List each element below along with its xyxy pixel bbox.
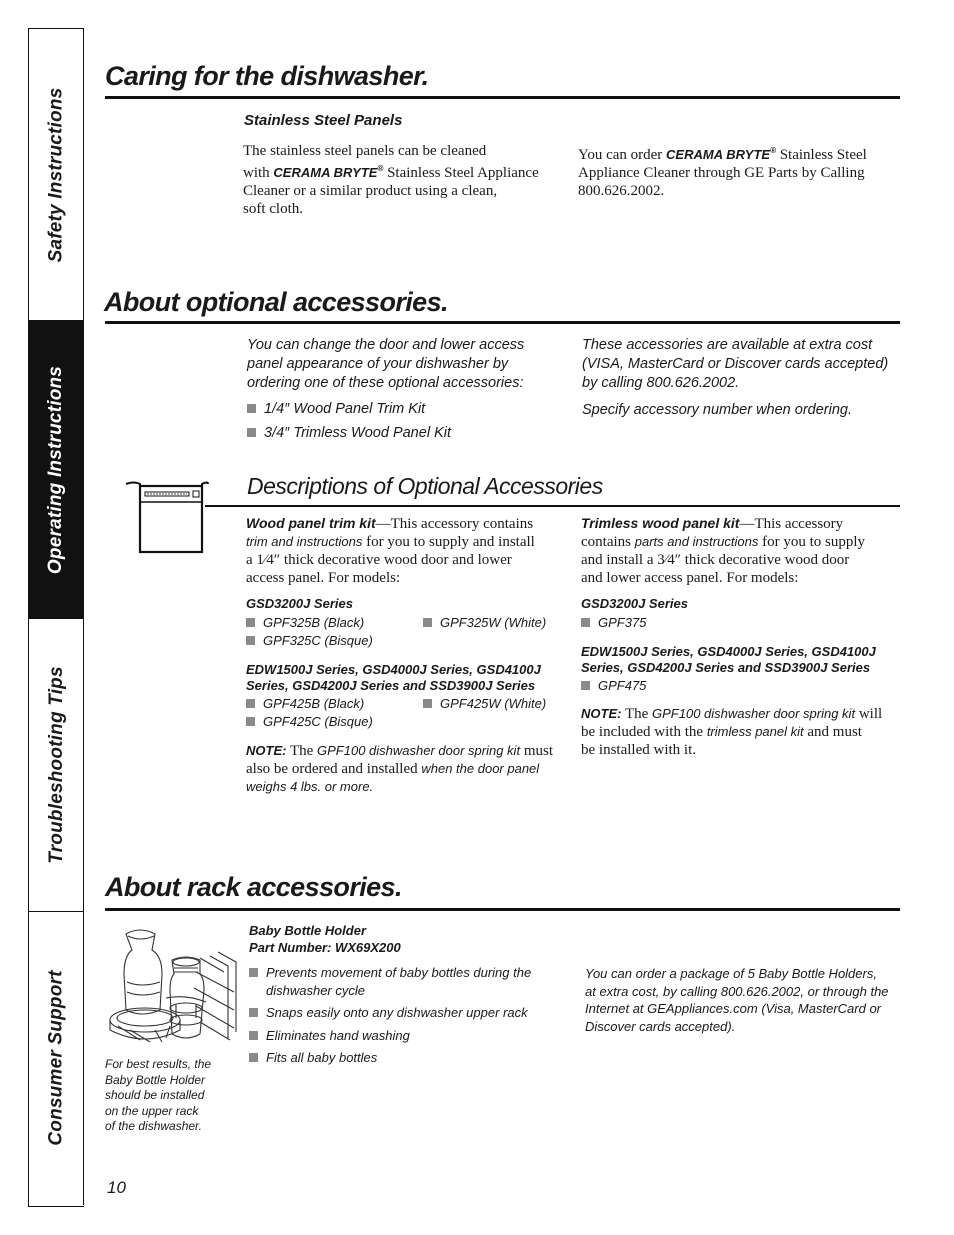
- bullet-icon: [246, 636, 255, 645]
- descriptions-rule: [205, 505, 900, 507]
- text-line: Specify accessory number when ordering.: [582, 402, 852, 418]
- baby-bottle-holder-illustration: [100, 922, 240, 1057]
- model-item: GPF325C (Bisque): [263, 633, 373, 648]
- model-item: GPF425B (Black): [263, 696, 365, 711]
- text-line: and must: [807, 724, 862, 740]
- caring-right-text: [578, 142, 898, 200]
- bullet-icon: [246, 618, 255, 627]
- bullet-item: 3/4″ Trimless Wood Panel Kit: [264, 425, 451, 441]
- series-label: GSD3200J Series: [246, 596, 353, 611]
- text-line: also be ordered and installed: [246, 761, 418, 777]
- text-line: ordering one of these optional accessories:: [247, 375, 524, 391]
- text-line: Discover cards accepted).: [585, 1018, 736, 1034]
- text-line: contains: [581, 534, 631, 550]
- descriptions-heading: Descriptions of Optional Accessories: [247, 473, 603, 499]
- text-italic: GPF100 dishwasher door spring kit: [652, 706, 856, 721]
- product-name: Baby Bottle Holder: [249, 923, 367, 938]
- optional-title: About optional accessories.: [104, 287, 448, 317]
- caption-line: should be installed: [105, 1088, 205, 1102]
- text-line: The: [624, 706, 649, 722]
- brand-name: CERAMA BRYTE: [273, 165, 378, 180]
- tab-label: Safety Instructions: [45, 87, 67, 262]
- series-label: EDW1500J Series, GSD4000J Series, GSD4100J: [246, 662, 541, 677]
- bullet-icon: [247, 404, 256, 413]
- bullet-icon: [249, 1053, 258, 1062]
- model-item: GPF375: [598, 615, 647, 630]
- text-italic: parts and instructions: [634, 534, 759, 549]
- text-line: These accessories are available at extra cost: [582, 337, 873, 353]
- text-line: Cleaner or a similar product using a clean,: [243, 183, 498, 199]
- series-label: Series, GSD4200J Series and SSD3900J Series: [581, 660, 871, 675]
- text-line: for you to supply: [762, 534, 865, 550]
- caring-subtitle: Stainless Steel Panels: [244, 112, 403, 129]
- bullet-icon: [247, 428, 256, 437]
- tab-bar-edge: [83, 28, 84, 1205]
- bullet-item: Snaps easily onto any dishwasher upper rack: [266, 1005, 528, 1020]
- caption-line: Baby Bottle Holder: [105, 1072, 206, 1087]
- side-tab-bar: [28, 28, 84, 1207]
- bullet-icon: [249, 1008, 258, 1017]
- text-line: be installed with it.: [581, 742, 696, 758]
- note-label: NOTE:: [581, 706, 622, 721]
- optional-cost: [582, 336, 902, 420]
- model-item: GPF325B (Black): [263, 615, 365, 630]
- text-line: The: [289, 743, 314, 759]
- series-label: GSD3200J Series: [581, 596, 688, 611]
- dishwasher-icon: [124, 478, 210, 554]
- text-line: by calling 800.626.2002.: [582, 375, 740, 391]
- wood-kit-name: Wood panel trim kit: [246, 515, 376, 531]
- text-line: You can order a package of 5 Baby Bottle Holders,: [585, 966, 877, 981]
- text-line: Stainless Steel Appliance: [387, 165, 539, 181]
- tab-consumer-support[interactable]: [29, 912, 84, 1204]
- bullet-icon: [249, 968, 258, 977]
- caring-title: Caring for the dishwasher.: [105, 61, 429, 91]
- bullet-icon: [246, 717, 255, 726]
- bullet-icon: [246, 699, 255, 708]
- trimless-kit-name: Trimless wood panel kit: [581, 515, 740, 531]
- registered-mark: ®: [770, 146, 776, 155]
- text-line: —This accessory contains: [375, 516, 534, 532]
- text-line: You can change the door and lower access: [247, 337, 525, 353]
- brand-name: CERAMA BRYTE: [666, 147, 771, 162]
- caring-left-text: [243, 142, 563, 218]
- trimless-panel-section: [581, 514, 901, 759]
- page-number: 10: [107, 1178, 126, 1197]
- model-item: GPF425W (White): [440, 696, 547, 711]
- bullet-icon: [581, 681, 590, 690]
- registered-mark: ®: [377, 164, 384, 173]
- tab-safety-instructions[interactable]: [29, 29, 84, 321]
- text-line: be included with the: [581, 724, 704, 740]
- caring-rule: [105, 96, 900, 99]
- caption-line: on the upper rack: [105, 1103, 199, 1118]
- text-line: soft cloth.: [243, 201, 303, 217]
- tab-troubleshooting-tips[interactable]: [29, 619, 84, 912]
- bullet-icon: [423, 699, 432, 708]
- text-line: at extra cost, by calling 800.626.2002, or through the: [585, 983, 889, 999]
- text-with: with: [243, 165, 270, 181]
- bullet-item: 1/4″ Wood Panel Trim Kit: [264, 401, 426, 417]
- rack-rule: [105, 908, 900, 911]
- optional-rule: [105, 321, 900, 324]
- tab-label: Operating Instructions: [45, 365, 67, 574]
- model-item: GPF325W (White): [440, 615, 547, 630]
- bullet-icon: [249, 1031, 258, 1040]
- rack-title: About rack accessories.: [105, 872, 402, 902]
- text-line: The stainless steel panels can be cleaned: [243, 143, 487, 159]
- text-line: a 1⁄4″ thick decorative wood door and lower: [246, 552, 512, 568]
- text-line: You can order: [578, 147, 663, 163]
- text-italic: weighs 4 lbs. or more.: [246, 779, 374, 794]
- text-line: and install a 3⁄4″ thick decorative wood door: [581, 552, 850, 568]
- part-number: Part Number: WX69X200: [249, 940, 401, 955]
- note-label: NOTE:: [246, 743, 287, 758]
- series-label: EDW1500J Series, GSD4000J Series, GSD4100J: [581, 644, 876, 659]
- series-label: Series, GSD4200J Series and SSD3900J Series: [246, 678, 536, 693]
- bullet-item: Fits all baby bottles: [266, 1050, 378, 1065]
- text-italic: GPF100 dishwasher door spring kit: [317, 743, 521, 758]
- bullet-item-continued: dishwasher cycle: [266, 982, 365, 998]
- caption-line: For best results, the: [105, 1057, 212, 1071]
- text-italic: trim and instructions: [246, 534, 363, 549]
- tab-label: Troubleshooting Tips: [45, 666, 67, 864]
- model-item: GPF475: [598, 678, 647, 693]
- tab-operating-instructions[interactable]: [29, 321, 84, 619]
- text-line: —This accessory: [739, 516, 844, 532]
- tab-label: Consumer Support: [45, 970, 67, 1146]
- text-line: Stainless Steel: [779, 147, 867, 163]
- text-line: must: [523, 743, 553, 759]
- wood-panel-section: [246, 514, 576, 796]
- text-line: for you to supply and install: [366, 534, 535, 550]
- text-line: access panel. For models:: [246, 570, 401, 586]
- text-italic: when the door panel: [421, 761, 540, 776]
- rack-order-info: [585, 965, 905, 1035]
- text-line: (VISA, MasterCard or Discover cards accepted): [582, 356, 889, 372]
- text-line: Internet at GEAppliances.com (Visa, MasterCard or: [585, 1001, 881, 1016]
- bullet-icon: [581, 618, 590, 627]
- bullet-item: Prevents movement of baby bottles during the: [266, 965, 532, 980]
- bullet-item: Eliminates hand washing: [266, 1027, 410, 1043]
- model-item: GPF425C (Bisque): [263, 714, 373, 729]
- caption-line: of the dishwasher.: [105, 1119, 202, 1133]
- text-line: Appliance Cleaner through GE Parts by Calling: [578, 165, 865, 181]
- rack-caption: [105, 1057, 245, 1135]
- bullet-icon: [423, 618, 432, 627]
- text-line: and lower access panel. For models:: [581, 570, 799, 586]
- optional-intro: [247, 336, 567, 443]
- text-line: 800.626.2002.: [578, 183, 665, 199]
- text-italic: trimless panel kit: [706, 724, 804, 739]
- baby-bottle-section: [249, 922, 569, 1067]
- text-line: will: [858, 706, 883, 722]
- text-line: panel appearance of your dishwasher by: [247, 356, 509, 372]
